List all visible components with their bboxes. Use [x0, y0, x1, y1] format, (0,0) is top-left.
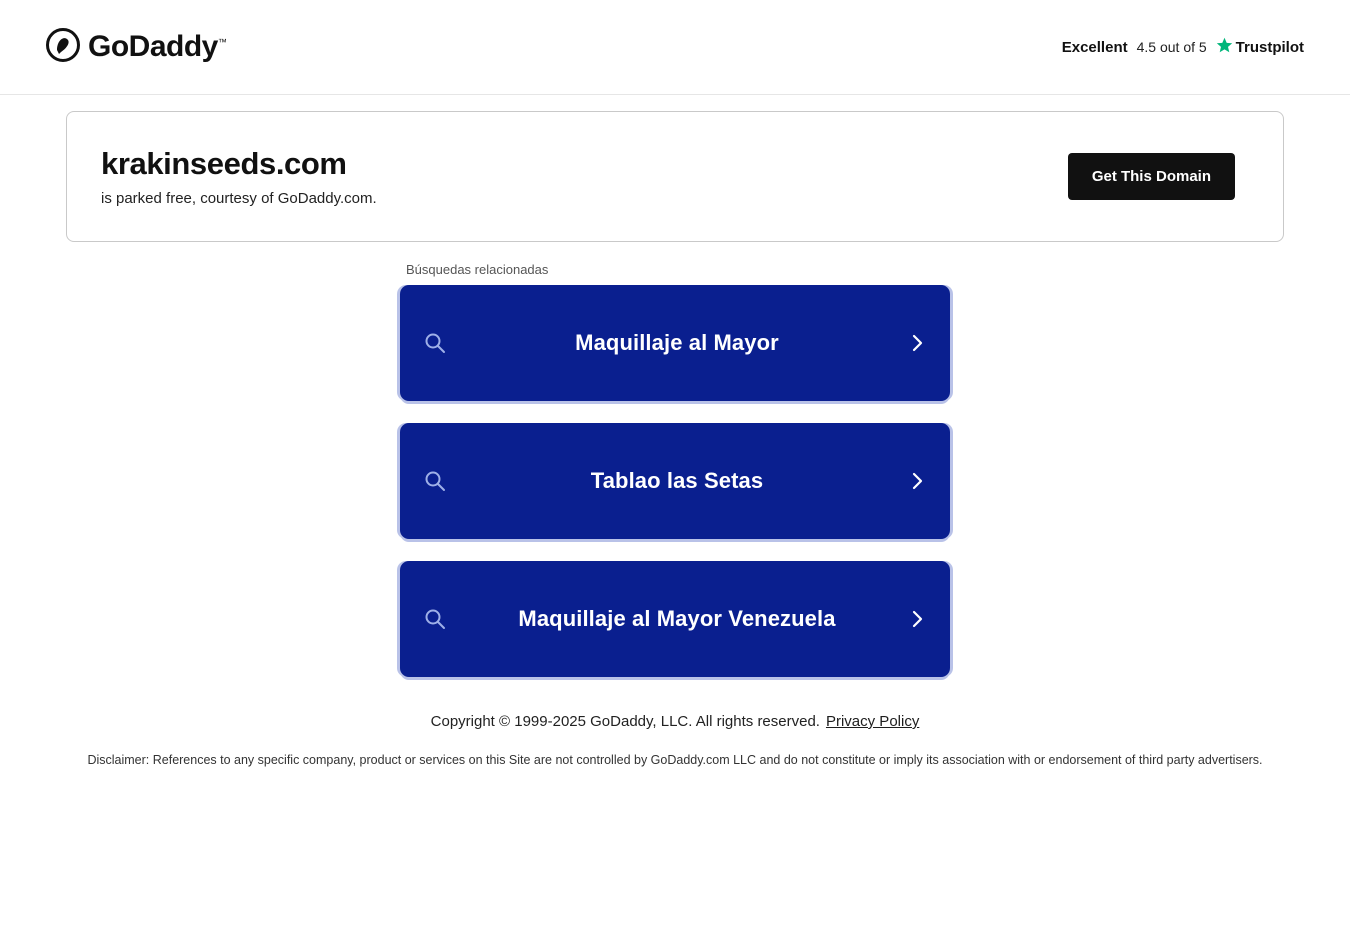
trustpilot-score: 4.5 out of 5 — [1136, 39, 1207, 55]
related-search-item[interactable] — [400, 561, 950, 677]
domain-subtitle: is parked free, courtesy of GoDaddy.com. — [101, 190, 377, 207]
parked-domain-card — [66, 111, 1284, 242]
search-icon — [422, 606, 448, 632]
chevron-right-icon — [906, 608, 928, 630]
trustpilot-brand-text: Trustpilot — [1235, 38, 1304, 56]
trademark-symbol: ™ — [217, 37, 227, 47]
godaddy-logo[interactable] — [46, 28, 226, 67]
related-searches-section — [0, 262, 1350, 677]
search-icon — [422, 468, 448, 494]
disclaimer-text: Disclaimer: References to any specific company, product or services on this Site are not controlled by GoDaddy.com LLC and do not constitute or imply its association with or endorsement of third party advertisers. — [87, 753, 1263, 767]
related-search-text: Maquillaje al Mayor — [575, 330, 779, 355]
godaddy-heart-logo-icon — [46, 28, 80, 67]
domain-info — [101, 146, 377, 207]
chevron-right-icon — [906, 470, 928, 492]
privacy-policy-link[interactable]: Privacy Policy — [825, 713, 920, 730]
related-search-text: Maquillaje al Mayor Venezuela — [518, 606, 836, 631]
trustpilot-brand — [1216, 37, 1304, 58]
godaddy-logo-text: GoDaddy™ — [88, 30, 227, 63]
site-footer — [0, 713, 1350, 770]
related-search-item[interactable] — [400, 285, 950, 401]
search-icon — [422, 330, 448, 356]
get-this-domain-button[interactable]: Get This Domain — [1068, 153, 1235, 200]
copyright-line — [0, 713, 1350, 730]
related-searches-label: Búsquedas relacionadas — [406, 262, 549, 277]
page-title: krakinseeds.com — [101, 146, 347, 181]
related-search-text: Tablao las Setas — [590, 468, 764, 493]
copyright-text: Copyright © 1999-2025 GoDaddy, LLC. All rights reserved. — [430, 713, 820, 730]
trustpilot-star-icon — [1216, 37, 1233, 58]
related-search-item[interactable] — [400, 423, 950, 539]
trustpilot-rating[interactable] — [1062, 37, 1304, 58]
related-searches-list — [0, 285, 1350, 677]
trustpilot-rating-word: Excellent — [1061, 38, 1128, 56]
chevron-right-icon — [906, 332, 928, 354]
site-header — [0, 0, 1350, 95]
